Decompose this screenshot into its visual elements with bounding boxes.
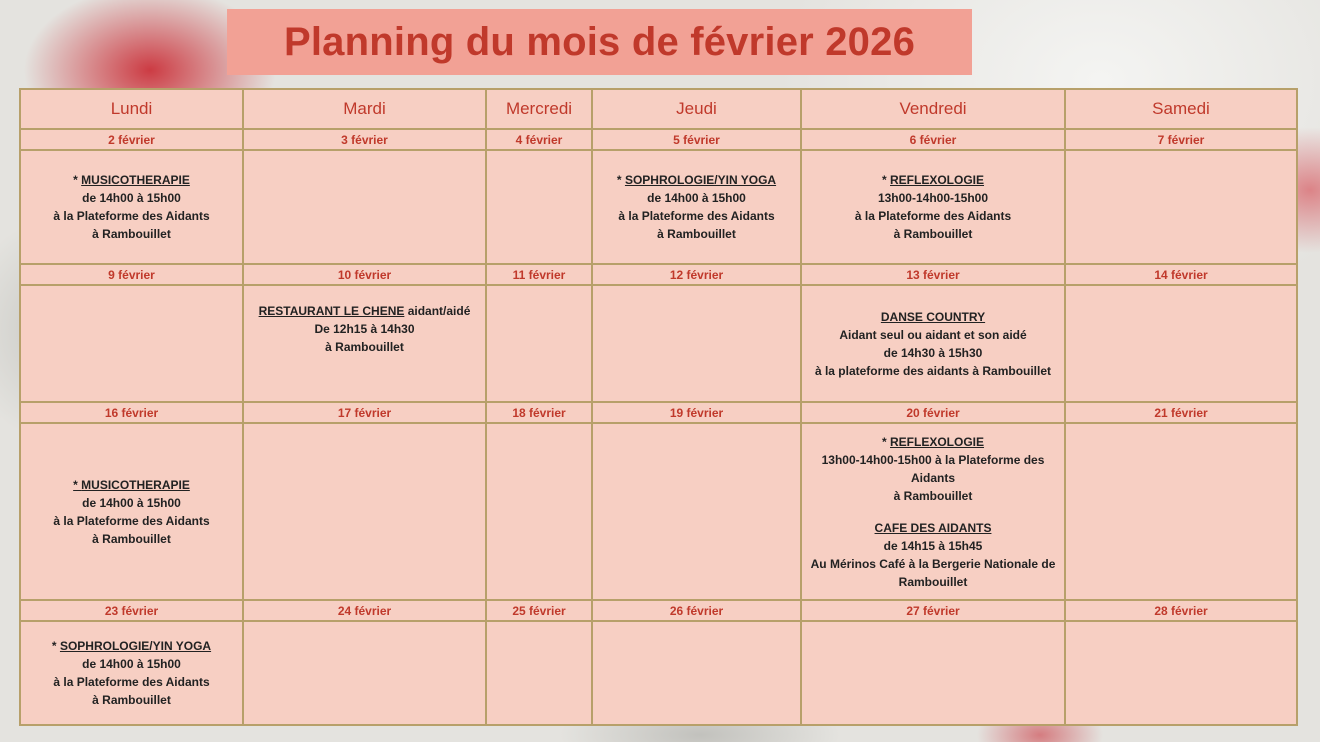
empty-cell: [1065, 423, 1297, 600]
event-cell: [20, 621, 243, 725]
event-title: * SOPHROLOGIE/YIN YOGA: [51, 639, 212, 653]
event-row: [20, 150, 1297, 264]
date-cell: 6 février: [801, 129, 1065, 150]
event-time: de 14h00 à 15h00: [647, 191, 746, 205]
event-place: à la Plateforme des Aidants: [53, 675, 210, 689]
event-city: à Rambouillet: [893, 227, 973, 241]
event-place: à la Plateforme des Aidants: [53, 513, 210, 528]
event-time: de 14h00 à 15h00: [82, 191, 181, 205]
event-audience: Aidant seul ou aidant et son aidé: [839, 327, 1027, 342]
event-city: à Rambouillet: [657, 227, 736, 241]
event-cell: [801, 150, 1065, 264]
event-place: à la Plateforme des Aidants: [618, 209, 775, 223]
event-city: à Rambouillet: [893, 488, 973, 503]
date-cell: 12 février: [592, 264, 801, 285]
date-row: [20, 129, 1297, 150]
event-title: RESTAURANT LE CHENE aidant/aidé: [258, 304, 471, 318]
empty-cell: [486, 621, 592, 725]
event-city: à Rambouillet: [92, 227, 171, 241]
event-cell: [243, 285, 486, 402]
event-time: De 12h15 à 14h30: [314, 322, 415, 336]
calendar-table: [19, 88, 1298, 726]
title-banner: [227, 9, 972, 75]
empty-cell: [1065, 150, 1297, 264]
event-cell: [801, 423, 1065, 600]
event-time: de 14h30 à 15h30: [883, 345, 983, 360]
empty-cell: [20, 285, 243, 402]
event-title: * SOPHROLOGIE/YIN YOGA: [616, 173, 777, 187]
date-cell: 5 février: [592, 129, 801, 150]
date-cell: 26 février: [592, 600, 801, 621]
empty-cell: [243, 621, 486, 725]
empty-cell: [486, 150, 592, 264]
empty-cell: [1065, 621, 1297, 725]
date-row: [20, 600, 1297, 621]
date-row: [20, 402, 1297, 423]
day-header-row: [20, 89, 1297, 129]
event-cell: [20, 423, 243, 600]
date-cell: 25 février: [486, 600, 592, 621]
date-cell: 10 février: [243, 264, 486, 285]
day-header: Jeudi: [592, 89, 801, 129]
event-time: 13h00-14h00-15h00 à la Plateforme des Aidants: [821, 452, 1045, 485]
date-cell: 24 février: [243, 600, 486, 621]
date-cell: 2 février: [20, 129, 243, 150]
day-header: Vendredi: [801, 89, 1065, 129]
date-cell: 13 février: [801, 264, 1065, 285]
event-place: à la plateforme des aidants à Rambouillet: [814, 363, 1052, 378]
event-city: à Rambouillet: [92, 693, 171, 707]
date-cell: 17 février: [243, 402, 486, 423]
empty-cell: [243, 150, 486, 264]
event-time: de 14h00 à 15h00: [82, 657, 181, 671]
date-cell: 28 février: [1065, 600, 1297, 621]
event-title: * REFLEXOLOGIE: [881, 434, 985, 449]
day-header: Samedi: [1065, 89, 1297, 129]
event-city: à Rambouillet: [92, 531, 171, 546]
event-place: à la Plateforme des Aidants: [854, 209, 1012, 223]
empty-cell: [592, 285, 801, 402]
date-cell: 11 février: [486, 264, 592, 285]
event-title: DANSE COUNTRY: [880, 309, 986, 324]
event-title: CAFE DES AIDANTS: [874, 520, 992, 535]
empty-cell: [486, 285, 592, 402]
date-cell: 3 février: [243, 129, 486, 150]
date-cell: 16 février: [20, 402, 243, 423]
event-title: * MUSICOTHERAPIE: [73, 477, 190, 492]
empty-cell: [1065, 285, 1297, 402]
event-title: * REFLEXOLOGIE: [881, 173, 985, 187]
date-row: [20, 264, 1297, 285]
date-cell: 9 février: [20, 264, 243, 285]
day-header: Lundi: [20, 89, 243, 129]
event-city: à Rambouillet: [325, 340, 404, 354]
date-cell: 18 février: [486, 402, 592, 423]
event-cell: [592, 150, 801, 264]
event-row: [20, 285, 1297, 402]
date-cell: 27 février: [801, 600, 1065, 621]
day-header: Mercredi: [486, 89, 592, 129]
date-cell: 20 février: [801, 402, 1065, 423]
date-cell: 19 février: [592, 402, 801, 423]
event-row: [20, 423, 1297, 600]
empty-cell: [243, 423, 486, 600]
page-title: Planning du mois de février 2026: [283, 19, 916, 64]
event-city: Rambouillet: [898, 574, 968, 589]
event-place: Au Mérinos Café à la Bergerie Nationale de: [810, 556, 1056, 571]
date-cell: 14 février: [1065, 264, 1297, 285]
event-place: à la Plateforme des Aidants: [53, 209, 210, 223]
date-cell: 21 février: [1065, 402, 1297, 423]
date-cell: 4 février: [486, 129, 592, 150]
event-cell: [801, 285, 1065, 402]
event-row: [20, 621, 1297, 725]
event-title: * MUSICOTHERAPIE: [73, 173, 190, 187]
empty-cell: [486, 423, 592, 600]
event-time: de 14h00 à 15h00: [82, 495, 181, 510]
day-header: Mardi: [243, 89, 486, 129]
empty-cell: [592, 423, 801, 600]
empty-cell: [801, 621, 1065, 725]
date-cell: 23 février: [20, 600, 243, 621]
event-time: de 14h15 à 15h45: [883, 538, 983, 553]
event-time: 13h00-14h00-15h00: [877, 191, 989, 205]
event-cell: [20, 150, 243, 264]
date-cell: 7 février: [1065, 129, 1297, 150]
empty-cell: [592, 621, 801, 725]
